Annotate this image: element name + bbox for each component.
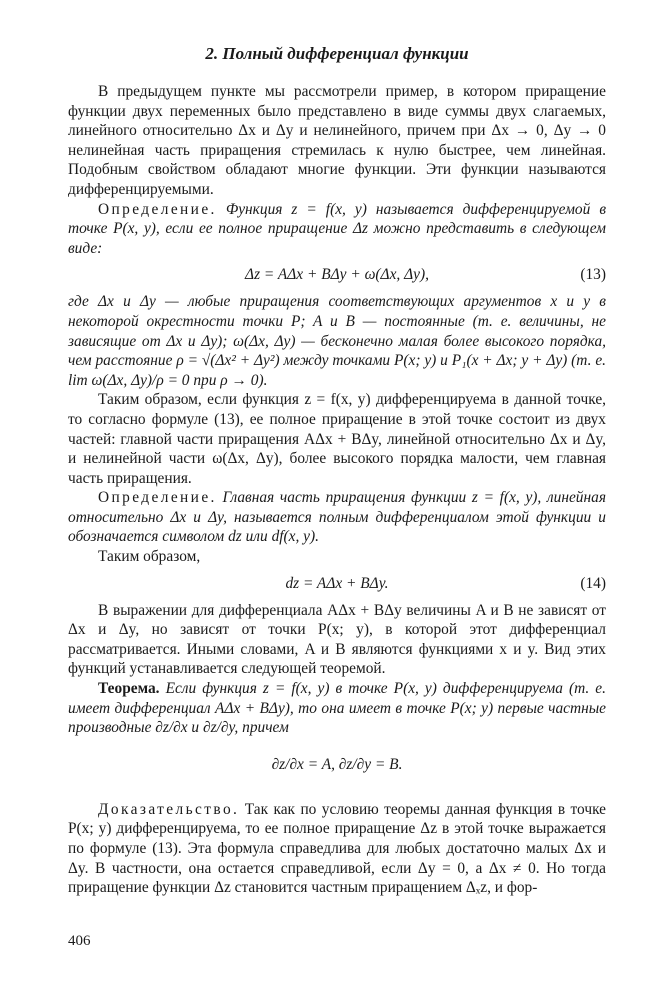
definition-1-label: Определение. <box>98 200 217 218</box>
equation-13-body: Δz = AΔx + BΔy + ω(Δx, Δy), <box>245 266 429 284</box>
proof-label: Доказательство. <box>98 800 240 818</box>
equation-13 <box>68 264 606 286</box>
paragraph-consequence: Таким образом, если функция z = f(x, y) дифференцируема в данной точке, то согласно формуле (13), ее полное приращение в этой точке состоит из двух частей: главной части приращения AΔx + BΔy, линейной относительно Δx и Δy, и нелинейной части ω(Δx, Δy), более высокого порядка малости, чем главная часть приращения. <box>68 391 606 487</box>
proof <box>68 800 606 898</box>
paragraph-coefficients: В выражении для дифференциала AΔx + BΔy величины A и B не зависят от Δx и Δy, но зависят от точки P(x; y), в которой этот дифференциал рассматривается. Иными словами, A и B являются функциями x и y. Вид этих функций устанавливается следующей теоремой. <box>68 601 606 678</box>
equation-theorem <box>68 742 606 788</box>
section-title: 2. Полный дифференциал функции <box>205 44 469 63</box>
paragraph-intro: В предыдущем пункте мы рассмотрели пример, в котором приращение функции двух переменных было представлено в виде суммы двух слагаемых, линейного относительно Δx и Δy и нелинейного, причем при Δx → 0, Δy → 0 нелинейная часть приращения стремилась к нулю быстрее, чем линейная. Подобным свойством обладают многие функции. Эти функции называются дифференцируемыми. <box>68 83 606 198</box>
theorem <box>68 679 606 738</box>
definition-1-explanation: где Δx и Δy — любые приращения соответствующих аргументов x и y в некоторой окрестности точки P; A и B — постоянные (т. е. величины, не зависящие от Δx и Δy); ω(Δx, Δy) — бесконечно малая более высокого порядка, чем расстояние ρ = √(Δx² + Δy²) между точками P(x; y) и P₁(x + Δx; y + Δy) (т. е. lim ω(Δx, Δy)/ρ = 0 при ρ → 0). <box>68 293 606 389</box>
page-number: 406 <box>68 933 91 949</box>
definition-1 <box>68 200 606 259</box>
theorem-label: Теорема. <box>98 680 160 698</box>
page-content <box>68 44 606 898</box>
definition-2-label: Определение. <box>98 489 217 507</box>
equation-theorem-body: ∂z/∂x = A, ∂z/∂y = B. <box>271 755 403 773</box>
definition-2-text: Главная часть приращения функции z = f(x, y), линейная относительно Δx и Δy, называется полным дифференциалом этой функции и обозначается символом dz или df(x, y). <box>68 489 606 546</box>
paragraph-thus: Таким образом, <box>98 548 201 566</box>
proof-text: Так как по условию теоремы данная функция в точке P(x; y) дифференцируема, то ее полное приращение Δz в этой точке выражается по формуле (13). Эта формула справедлива для любых достаточно малых Δx и Δy. В частности, она остается справедливой, если Δy = 0, а Δx ≠ 0. Но тогда приращение функции Δz становится частным приращением Δₓz, и фор- <box>68 800 606 897</box>
definition-2 <box>68 488 606 547</box>
equation-13-number: (13) <box>580 266 606 284</box>
equation-14-number: (14) <box>580 574 606 592</box>
theorem-text: Если функция z = f(x, y) в точке P(x, y) дифференцируема (т. е. имеет дифференциал AΔx + BΔy), то она имеет в точке P(x; y) первые частные производные ∂z/∂x и ∂z/∂y, причем <box>68 680 606 737</box>
equation-14 <box>68 573 606 595</box>
definition-1-text: Функция z = f(x, y) называется дифференцируемой в точке P(x, y), если ее полное приращение Δz можно представить в следующем виде: <box>68 200 606 257</box>
equation-14-body: dz = AΔx + BΔy. <box>285 574 389 592</box>
